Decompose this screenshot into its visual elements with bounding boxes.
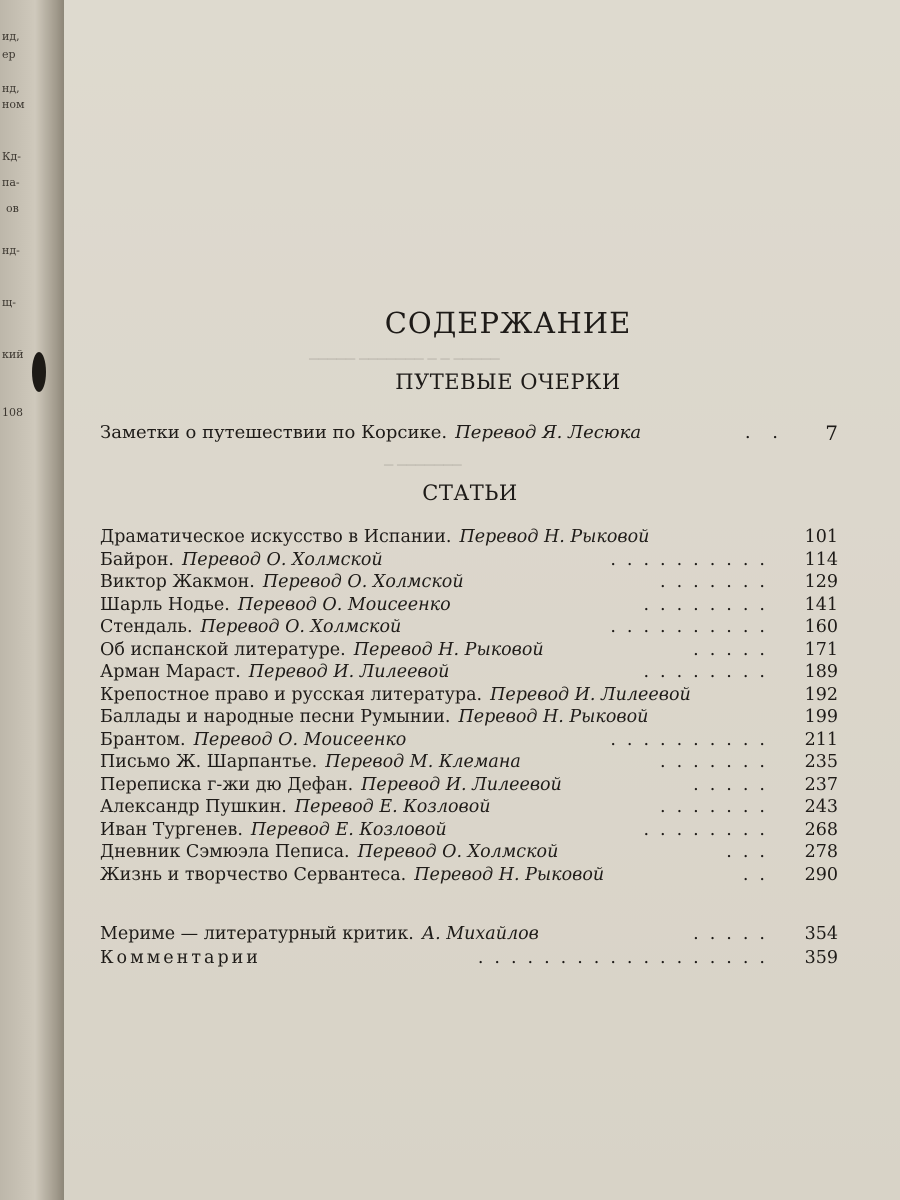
page-number: 290 bbox=[804, 864, 838, 885]
entry-translator: Перевод О. Холмской bbox=[200, 617, 402, 637]
leader-dots: .......... bbox=[610, 729, 776, 750]
leader-dots: ........ bbox=[643, 662, 776, 682]
entry-translator: Перевод Н. Рыковой bbox=[353, 639, 544, 660]
left-page-fragment: ер bbox=[2, 48, 16, 61]
entry-translator: Перевод И. Лилеевой bbox=[490, 684, 691, 705]
leader-dots: .......... bbox=[610, 617, 776, 637]
toc-entry bbox=[100, 684, 838, 706]
entry-translator: Перевод Н. Рыковой bbox=[459, 527, 650, 547]
entry-title: Александр Пушкин. bbox=[100, 797, 287, 817]
leader-dots: ..... bbox=[693, 924, 776, 944]
page-number: 211 bbox=[804, 729, 838, 750]
leader-dots: ....... bbox=[660, 572, 776, 592]
page-number: 235 bbox=[804, 752, 838, 772]
leader-dots: .. bbox=[742, 864, 776, 885]
entry-title: Заметки о путешествии по Корсике. bbox=[100, 422, 448, 443]
entry-title: Брантом. bbox=[100, 729, 186, 750]
toc-entry bbox=[100, 706, 838, 728]
entry-title: Стендаль. bbox=[100, 617, 193, 637]
entry-title: Драматическое искусство в Испании. bbox=[100, 527, 452, 547]
entry-translator: Перевод Е. Козловой bbox=[250, 819, 447, 840]
page-number: 237 bbox=[804, 774, 838, 795]
toc-entry bbox=[100, 729, 838, 751]
entry-title: Байрон. bbox=[100, 549, 174, 570]
toc-entry bbox=[100, 661, 838, 683]
leader-dots: ....... bbox=[660, 797, 776, 817]
entry-title: Дневник Сэмюэла Пеписа. bbox=[100, 842, 350, 862]
entry-translator: Перевод И. Лилеевой bbox=[248, 662, 450, 682]
leader-dots: .................. bbox=[477, 948, 776, 968]
toc-entry bbox=[100, 639, 838, 661]
leader-dots: ... bbox=[726, 842, 776, 862]
leader-dots: ....... bbox=[660, 752, 776, 772]
left-page-fragment: кий bbox=[2, 348, 24, 361]
page-number: 189 bbox=[804, 662, 838, 682]
entry-translator: Перевод И. Лилеевой bbox=[361, 774, 562, 795]
page-number: 268 bbox=[804, 819, 838, 840]
leader-dots: ........ bbox=[643, 594, 776, 615]
entry-translator: Перевод О. Моисеенко bbox=[193, 729, 407, 750]
entry-title: Шарль Нодье. bbox=[100, 594, 230, 615]
entry-translator: Перевод О. Моисеенко bbox=[237, 594, 451, 615]
section-heading-articles: СТАТЬИ bbox=[422, 481, 518, 505]
section-heading-travel: ПУТЕВЫЕ ОЧЕРКИ bbox=[395, 370, 621, 394]
toc-entry bbox=[100, 864, 838, 886]
page-number: 278 bbox=[804, 842, 838, 862]
left-page-fragment: щ- bbox=[2, 296, 16, 309]
leader-dots: .......... bbox=[610, 549, 776, 570]
entry-title: Крепостное право и русская литература. bbox=[100, 684, 483, 705]
page-number: 359 bbox=[804, 948, 838, 968]
toc-entry bbox=[100, 751, 838, 773]
entry-translator: Перевод О. Холмской bbox=[357, 842, 559, 862]
toc-entry bbox=[100, 774, 838, 796]
left-page-fragment: па- bbox=[2, 176, 20, 189]
left-page-edge bbox=[0, 0, 64, 1200]
entry-translator: Перевод О. Холмской bbox=[181, 549, 383, 570]
entry-translator: Перевод М. Клемана bbox=[325, 752, 521, 772]
entry-translator: Перевод О. Холмской bbox=[262, 572, 464, 592]
toc-entry bbox=[100, 421, 838, 445]
entry-translator: Перевод Е. Козловой bbox=[294, 797, 491, 817]
entry-title: Виктор Жакмон. bbox=[100, 572, 255, 592]
leader-dots: ........ bbox=[643, 819, 776, 840]
entry-title: Арман Мараст. bbox=[100, 662, 241, 682]
toc-entry bbox=[100, 571, 838, 593]
entry-title: Письмо Ж. Шарпантье. bbox=[100, 752, 318, 772]
toc-entry bbox=[100, 549, 838, 571]
left-page-fragment: ов bbox=[6, 202, 19, 215]
left-page-fragment: нд- bbox=[2, 244, 20, 257]
page-number: 114 bbox=[804, 549, 838, 570]
entry-translator: Перевод Я. Лесюка bbox=[455, 422, 642, 443]
entry-title: Переписка г-жи дю Дефан. bbox=[100, 774, 354, 795]
toc-entry-critic bbox=[100, 922, 838, 946]
entry-translator: Перевод Н. Рыковой bbox=[458, 707, 649, 727]
toc-entry bbox=[100, 526, 838, 548]
left-page-fragment: Кд- bbox=[2, 150, 22, 163]
entry-title: Иван Тургенев. bbox=[100, 819, 243, 840]
page-number: 141 bbox=[804, 594, 838, 615]
entry-title: Мериме — литературный критик. bbox=[100, 924, 414, 944]
entry-title: Об испанской литературе. bbox=[100, 639, 346, 660]
toc-entry bbox=[100, 796, 838, 818]
toc-entry bbox=[100, 819, 838, 841]
toc-entry bbox=[100, 594, 838, 616]
contents-page bbox=[64, 0, 900, 1200]
leader-dots: ..... bbox=[693, 774, 776, 795]
entry-title: Комментарии bbox=[100, 948, 261, 968]
page-number: 160 bbox=[804, 617, 838, 637]
show-through-text: ▁▁▁▁▁ ▁▁▁▁▁▁▁ ▁ ▁ ▁▁▁▁▁ bbox=[309, 346, 500, 360]
toc-entry bbox=[100, 616, 838, 638]
entry-author: А. Михайлов bbox=[421, 924, 539, 944]
page-number: 171 bbox=[804, 639, 838, 660]
page-number: 192 bbox=[804, 684, 838, 705]
page-number: 243 bbox=[804, 797, 838, 817]
left-page-fragment: ид, bbox=[2, 30, 20, 43]
toc-entry-comments bbox=[100, 946, 838, 970]
page-number: 7 bbox=[825, 421, 838, 445]
left-page-fragment: 108 bbox=[2, 406, 23, 419]
page-number: 129 bbox=[804, 572, 838, 592]
leader-dots: . . bbox=[744, 422, 786, 443]
entry-title: Жизнь и творчество Сервантеса. bbox=[100, 864, 407, 885]
page-number: 354 bbox=[804, 924, 838, 944]
entry-translator: Перевод Н. Рыковой bbox=[414, 864, 605, 885]
entry-title: Баллады и народные песни Румынии. bbox=[100, 707, 451, 727]
binding-hole bbox=[32, 352, 46, 392]
left-page-fragment: нд, bbox=[2, 82, 20, 95]
page-title: СОДЕРЖАНИЕ bbox=[384, 306, 632, 340]
page-number: 199 bbox=[804, 707, 838, 727]
left-page-fragment: ном bbox=[2, 98, 25, 111]
page-number: 101 bbox=[804, 527, 838, 547]
show-through-text: ▁ ▁▁▁▁▁▁▁ bbox=[384, 452, 462, 466]
toc-entry bbox=[100, 841, 838, 863]
leader-dots: ..... bbox=[693, 639, 776, 660]
